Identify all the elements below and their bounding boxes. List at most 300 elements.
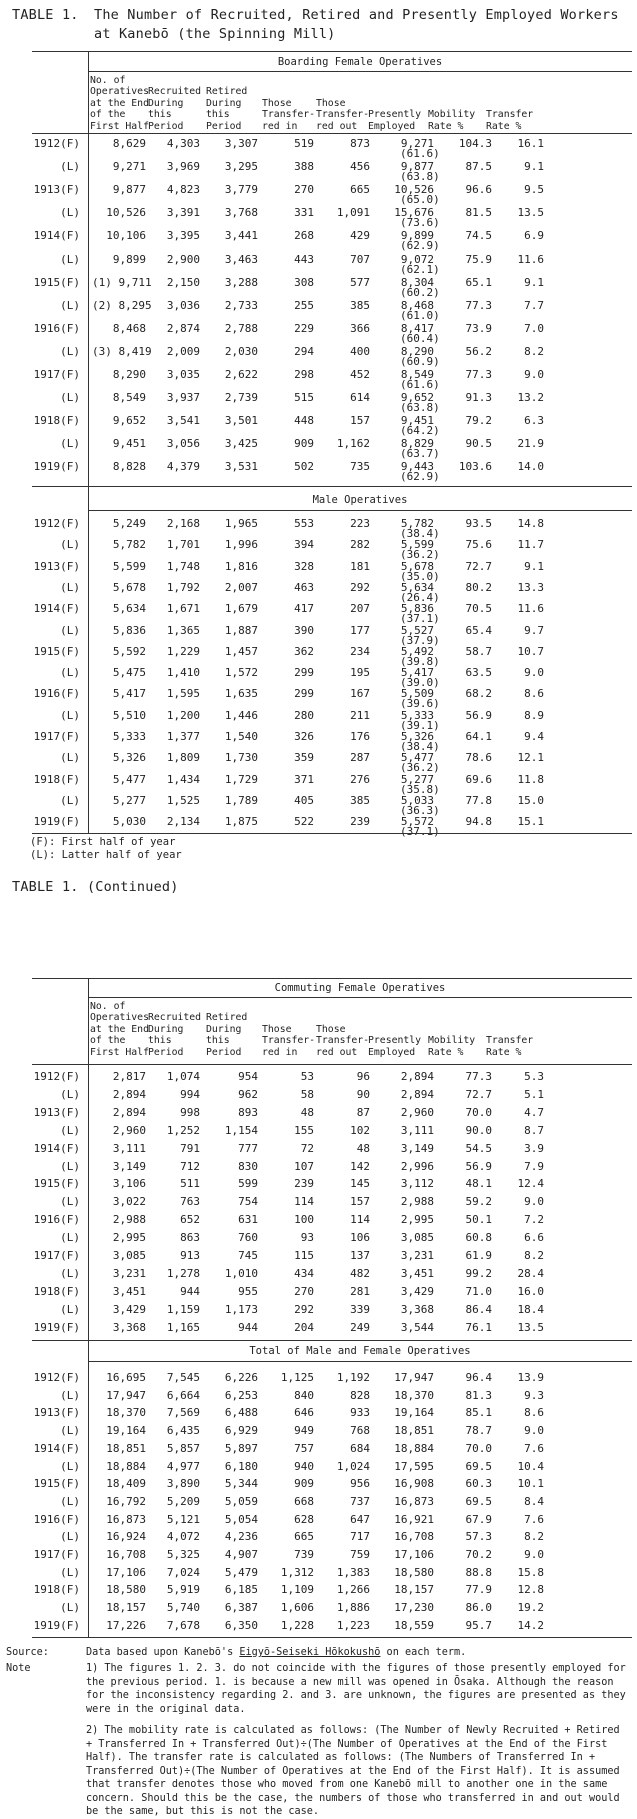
table-cell: 48 xyxy=(300,1105,314,1119)
table-cell: 6,387 xyxy=(224,1601,258,1615)
table-cell: 3,022 xyxy=(112,1195,146,1209)
table-cell: 114 xyxy=(350,1213,370,1227)
table-cell: 6,253 xyxy=(224,1388,258,1402)
row-period: 1913(F) xyxy=(33,183,80,197)
table-cell: 1,252 xyxy=(166,1123,200,1137)
table-cell: 299 xyxy=(294,666,314,680)
table-cell: 11.8 xyxy=(517,772,544,786)
table-cell: 255 xyxy=(294,298,314,312)
table-cell: 7,024 xyxy=(166,1565,200,1579)
table-row xyxy=(0,1249,637,1263)
table-cell: 93 xyxy=(300,1231,314,1245)
row-period: (L) xyxy=(60,1565,80,1579)
table-cell: 2,817 xyxy=(112,1070,146,1083)
table-cell: 234 xyxy=(350,644,370,658)
employed-share: (62.9) xyxy=(400,239,440,253)
legend-first-half: (F): First half of year xyxy=(30,836,176,848)
table-cell: 502 xyxy=(294,460,314,474)
table-cell: 8,828 xyxy=(112,460,146,474)
table-cell: 16,873 xyxy=(394,1494,434,1508)
row-period: 1919(F) xyxy=(33,460,80,474)
table-cell: 6.9 xyxy=(524,229,544,243)
row-period: (L) xyxy=(60,1388,80,1402)
table-cell: 1,010 xyxy=(224,1266,258,1280)
table-row xyxy=(0,730,637,744)
table-cell: 78.7 xyxy=(465,1424,492,1438)
table-cell: 103.6 xyxy=(458,460,492,474)
table-row xyxy=(0,794,637,808)
table-cell: 3,463 xyxy=(224,252,258,266)
table-cell: 207 xyxy=(350,602,370,616)
employed-share: (36.2) xyxy=(400,761,440,775)
table-cell: 18,409 xyxy=(106,1477,146,1491)
table-cell: 5,277 xyxy=(400,772,434,786)
table-row xyxy=(0,1442,637,1456)
table-cell: 15,676 xyxy=(394,206,434,220)
table-cell: 1,365 xyxy=(166,623,200,637)
male-heading-rule xyxy=(88,510,632,511)
employed-share: (60.9) xyxy=(400,354,440,368)
table-cell: 13.9 xyxy=(517,1371,544,1384)
column-header: Those Transfer- red in xyxy=(262,1023,316,1058)
table-cell: 15.0 xyxy=(517,793,544,807)
table-cell: 9,451 xyxy=(112,437,146,451)
table-cell: 72 xyxy=(300,1141,314,1155)
table-cell: 9.0 xyxy=(524,1424,544,1438)
table-cell: 1,540 xyxy=(224,730,258,743)
table-row xyxy=(0,1213,637,1227)
table-cell: 3,451 xyxy=(112,1284,146,1298)
commuting-heading: Commuting Female Operatives xyxy=(274,982,446,994)
table-cell: 994 xyxy=(180,1087,200,1101)
row-period: (L) xyxy=(60,666,80,680)
table-cell: 3,451 xyxy=(400,1266,434,1280)
table-cell: 239 xyxy=(294,1177,314,1191)
row-period: 1914(F) xyxy=(33,229,80,243)
table-row xyxy=(0,1601,637,1615)
table-cell: 4,072 xyxy=(166,1530,200,1544)
table-cell: 9.1 xyxy=(524,160,544,174)
table-cell: 195 xyxy=(350,666,370,680)
table-cell: 73.9 xyxy=(465,321,492,335)
table-row xyxy=(0,645,637,659)
table-row xyxy=(0,1142,637,1156)
table-row xyxy=(0,1530,637,1544)
table-cell: 77.8 xyxy=(465,793,492,807)
employed-share: (37.1) xyxy=(400,612,440,626)
table-cell: 10,106 xyxy=(106,229,146,243)
table-cell: 754 xyxy=(238,1195,258,1209)
table-cell: 5,782 xyxy=(400,517,434,530)
table-cell: 5,417 xyxy=(400,666,434,680)
table-cell: 281 xyxy=(350,1284,370,1298)
table-cell: 7,678 xyxy=(166,1618,200,1632)
row-period: (L) xyxy=(60,1087,80,1101)
column-header: Recruited During this Period xyxy=(148,86,202,132)
table-cell: 88.8 xyxy=(465,1565,492,1579)
table-cell: 1,595 xyxy=(166,687,200,701)
table1-title-line1: The Number of Recruited, Retired and Presently Employed Workers xyxy=(94,7,619,23)
employed-share: (64.2) xyxy=(400,424,440,438)
table-cell: 443 xyxy=(294,252,314,266)
table-cell: 5,836 xyxy=(400,602,434,616)
table-cell: 2,960 xyxy=(400,1105,434,1119)
table-cell: 58 xyxy=(300,1087,314,1101)
table-cell: 3,307 xyxy=(224,137,258,150)
table-cell: 647 xyxy=(350,1512,370,1526)
table-cell: 3,231 xyxy=(112,1266,146,1280)
employed-share: (35.8) xyxy=(400,782,440,796)
row-period: (L) xyxy=(60,793,80,807)
table-cell: 56.9 xyxy=(465,1159,492,1173)
table-row xyxy=(0,1389,637,1403)
table-cell: 9.4 xyxy=(524,730,544,743)
table-cell: 282 xyxy=(350,538,370,552)
table-cell: 57.3 xyxy=(465,1530,492,1544)
table-cell: 14.0 xyxy=(517,460,544,474)
row-period: 1912(F) xyxy=(33,1070,80,1083)
table-cell: 77.3 xyxy=(465,368,492,381)
total-heading-rule xyxy=(88,1361,632,1362)
table-cell: 10,526 xyxy=(394,183,434,197)
table-cell: 8.7 xyxy=(524,1123,544,1137)
table-cell: 93.5 xyxy=(465,517,492,530)
row-period: (L) xyxy=(60,580,80,594)
table-cell: 63.5 xyxy=(465,666,492,680)
table-cell: 6,185 xyxy=(224,1583,258,1597)
table-cell: 18,157 xyxy=(394,1583,434,1597)
employed-share: (63.8) xyxy=(400,401,440,415)
table1-bottom-rule xyxy=(32,833,632,834)
table-row xyxy=(0,709,637,723)
table-cell: 6,929 xyxy=(224,1424,258,1438)
table-cell: 16,921 xyxy=(394,1512,434,1526)
table-cell: 298 xyxy=(294,368,314,381)
table1-title-line2: at Kanebō (the Spinning Mill) xyxy=(94,26,336,42)
table-cell: 4.7 xyxy=(524,1105,544,1119)
table-cell: 5,836 xyxy=(112,623,146,637)
table-cell: 3,368 xyxy=(112,1320,146,1334)
table-cell: 739 xyxy=(294,1548,314,1561)
table-cell: 18,370 xyxy=(394,1388,434,1402)
row-period: (L) xyxy=(60,1459,80,1473)
table-cell: 9.7 xyxy=(524,623,544,637)
table-cell: 652 xyxy=(180,1213,200,1227)
table-cell: 61.9 xyxy=(465,1249,492,1262)
table-cell: 77.3 xyxy=(465,298,492,312)
row-period: 1919(F) xyxy=(33,1618,80,1632)
table-cell: 909 xyxy=(294,437,314,451)
cont-top-rule xyxy=(32,978,632,979)
table-cell: 28.4 xyxy=(517,1266,544,1280)
table-cell: 646 xyxy=(294,1406,314,1420)
table-cell: 863 xyxy=(180,1231,200,1245)
table-cell: 177 xyxy=(350,623,370,637)
table-row xyxy=(0,1495,637,1509)
column-header: No. of Operatives at the End of the First Half xyxy=(90,74,149,132)
table-cell: 956 xyxy=(350,1477,370,1491)
table-cell: 5,417 xyxy=(112,687,146,701)
table-row xyxy=(0,1231,637,1245)
table-cell: 6.6 xyxy=(524,1231,544,1245)
table-cell: 8,549 xyxy=(400,368,434,381)
source-label: Source: xyxy=(6,1647,49,1658)
table-cell: 1,446 xyxy=(224,708,258,722)
row-period: 1917(F) xyxy=(33,368,80,381)
table-cell: 74.5 xyxy=(465,229,492,243)
column-header: Retired During this Period xyxy=(206,86,248,132)
table-cell: 10,526 xyxy=(106,206,146,220)
table-row xyxy=(0,1177,637,1191)
row-period: 1914(F) xyxy=(33,602,80,616)
table-cell: 2,894 xyxy=(112,1105,146,1119)
table-cell: 181 xyxy=(350,559,370,573)
table-cell: 1,748 xyxy=(166,559,200,573)
table-cell: 14.2 xyxy=(517,1618,544,1632)
table-cell: 17,230 xyxy=(394,1601,434,1615)
employed-share: (36.3) xyxy=(400,803,440,817)
table-cell: 115 xyxy=(294,1249,314,1262)
row-period: (L) xyxy=(60,437,80,451)
row-period: 1919(F) xyxy=(33,1320,80,1334)
table-cell: 75.9 xyxy=(465,252,492,266)
table-cell: 913 xyxy=(180,1249,200,1262)
table-cell: 1,383 xyxy=(336,1565,370,1579)
table-row xyxy=(0,137,637,151)
table-cell: 7.0 xyxy=(524,321,544,335)
table-cell: 17,947 xyxy=(106,1388,146,1402)
table-cell: 3,295 xyxy=(224,160,258,174)
table-cell: 1,165 xyxy=(166,1320,200,1334)
row-period: 1916(F) xyxy=(33,1213,80,1227)
table-row xyxy=(0,815,637,829)
table-cell: 4,907 xyxy=(224,1548,258,1561)
row-period: (L) xyxy=(60,1302,80,1316)
table-cell: 90.5 xyxy=(465,437,492,451)
table-cell: 70.5 xyxy=(465,602,492,616)
table-cell: 294 xyxy=(294,344,314,358)
table-cell: (3) 8,419 xyxy=(92,344,152,358)
table-cell: 11.6 xyxy=(517,252,544,266)
table-cell: 9.0 xyxy=(524,666,544,680)
table-cell: 5,209 xyxy=(166,1494,200,1508)
table-cell: 8,417 xyxy=(400,321,434,335)
row-period: 1915(F) xyxy=(33,275,80,289)
table-cell: 239 xyxy=(350,815,370,829)
table-cell: 954 xyxy=(238,1070,258,1083)
table-cell: 8,304 xyxy=(400,275,434,289)
table-cell: 8.9 xyxy=(524,708,544,722)
table-cell: 87.5 xyxy=(465,160,492,174)
row-period: (L) xyxy=(60,1159,80,1173)
table-cell: 72.7 xyxy=(465,1087,492,1101)
table-cell: 65.1 xyxy=(465,275,492,289)
note-block xyxy=(6,1662,630,1819)
table-cell: 5,782 xyxy=(112,538,146,552)
table-cell: 326 xyxy=(294,730,314,743)
row-period: (L) xyxy=(60,391,80,405)
column-header: Mobility Rate % xyxy=(428,109,476,132)
table-cell: 249 xyxy=(350,1320,370,1334)
table-cell: 9,877 xyxy=(400,160,434,174)
table-cell: 2,996 xyxy=(400,1159,434,1173)
employed-share: (62.1) xyxy=(400,262,440,276)
table-cell: 54.5 xyxy=(465,1141,492,1155)
table-cell: 1,816 xyxy=(224,559,258,573)
table-cell: 1,109 xyxy=(280,1583,314,1597)
table-cell: 6,226 xyxy=(224,1371,258,1384)
table-cell: 1,730 xyxy=(224,751,258,765)
table-row xyxy=(0,1424,637,1438)
table-row xyxy=(0,1583,637,1597)
table-cell: 893 xyxy=(238,1105,258,1119)
table-cell: 5,510 xyxy=(112,708,146,722)
table-cell: 757 xyxy=(294,1441,314,1455)
table-cell: 2,995 xyxy=(112,1231,146,1245)
table-cell: 1,792 xyxy=(166,580,200,594)
table-cell: 104.3 xyxy=(458,137,492,150)
table-cell: 99.2 xyxy=(465,1266,492,1280)
table-cell: 6,435 xyxy=(166,1424,200,1438)
table-row xyxy=(0,751,637,765)
row-period: 1913(F) xyxy=(33,1105,80,1119)
table-cell: 59.2 xyxy=(465,1195,492,1209)
row-period: 1916(F) xyxy=(33,321,80,335)
table-cell: 1,192 xyxy=(336,1371,370,1384)
table-cell: 276 xyxy=(350,772,370,786)
table-cell: 308 xyxy=(294,275,314,289)
table-cell: 85.1 xyxy=(465,1406,492,1420)
table-cell: 3,768 xyxy=(224,206,258,220)
table-cell: 5,477 xyxy=(400,751,434,765)
table-cell: 75.6 xyxy=(465,538,492,552)
row-period: 1918(F) xyxy=(33,772,80,786)
table-cell: 8.4 xyxy=(524,1494,544,1508)
table-cell: 8,829 xyxy=(400,437,434,451)
table-cell: 70.0 xyxy=(465,1105,492,1119)
table-cell: 78.6 xyxy=(465,751,492,765)
row-period: 1914(F) xyxy=(33,1441,80,1455)
employed-share: (61.0) xyxy=(400,308,440,322)
table-cell: 5,033 xyxy=(400,793,434,807)
table-cell: 86.0 xyxy=(465,1601,492,1615)
table-cell: 328 xyxy=(294,559,314,573)
table-cell: 11.6 xyxy=(517,602,544,616)
male-top-rule xyxy=(32,486,632,487)
table-cell: 3,544 xyxy=(400,1320,434,1334)
table-cell: 940 xyxy=(294,1459,314,1473)
column-header: Transfer Rate % xyxy=(486,109,534,132)
row-period: 1918(F) xyxy=(33,414,80,428)
table-cell: 16.1 xyxy=(517,137,544,150)
table-cell: 8.2 xyxy=(524,1530,544,1544)
table-cell: 53 xyxy=(300,1070,314,1083)
table-cell: 1,701 xyxy=(166,538,200,552)
table-cell: 944 xyxy=(238,1320,258,1334)
table-cell: 5,509 xyxy=(400,687,434,701)
table-cell: 16,792 xyxy=(106,1494,146,1508)
table-cell: 9.1 xyxy=(524,559,544,573)
table-cell: 15.1 xyxy=(517,815,544,829)
table-cell: 4,236 xyxy=(224,1530,258,1544)
employed-share: (35.0) xyxy=(400,569,440,583)
table-cell: 768 xyxy=(350,1424,370,1438)
table-row xyxy=(0,229,637,243)
table-cell: 5,475 xyxy=(112,666,146,680)
table1-continued-title: TABLE 1. (Continued) xyxy=(12,879,179,895)
table-cell: 1,606 xyxy=(280,1601,314,1615)
table-cell: 18,851 xyxy=(106,1441,146,1455)
row-period: 1915(F) xyxy=(33,644,80,658)
table-row xyxy=(0,602,637,616)
cont-header-rule xyxy=(32,1064,632,1065)
row-period: (L) xyxy=(60,538,80,552)
row-period: (L) xyxy=(60,1123,80,1137)
table-cell: 81.5 xyxy=(465,206,492,220)
row-period: (L) xyxy=(60,1530,80,1544)
table-cell: 5,030 xyxy=(112,815,146,829)
table-cell: 5,333 xyxy=(112,730,146,743)
table-cell: 167 xyxy=(350,687,370,701)
table-cell: 3,036 xyxy=(166,298,200,312)
table-cell: 448 xyxy=(294,414,314,428)
table-cell: 8.6 xyxy=(524,687,544,701)
table1-legend xyxy=(30,836,182,862)
table-row xyxy=(0,414,637,428)
table-cell: 56.9 xyxy=(465,708,492,722)
employed-share: (39.8) xyxy=(400,654,440,668)
table-cell: 76.1 xyxy=(465,1320,492,1334)
table-cell: 5,678 xyxy=(400,559,434,573)
table-row xyxy=(0,322,637,336)
table-cell: 3,441 xyxy=(224,229,258,243)
column-header: Transfer Rate % xyxy=(486,1035,534,1058)
table-row xyxy=(0,276,637,290)
table-cell: 18,370 xyxy=(106,1406,146,1420)
table-cell: 1,965 xyxy=(224,517,258,530)
table-cell: 77.3 xyxy=(465,1070,492,1083)
table-cell: 1,223 xyxy=(336,1618,370,1632)
table-cell: 2,788 xyxy=(224,321,258,335)
table-cell: 58.7 xyxy=(465,644,492,658)
table-cell: 7,569 xyxy=(166,1406,200,1420)
table-cell: 998 xyxy=(180,1105,200,1119)
row-period: (L) xyxy=(60,1231,80,1245)
table-cell: 155 xyxy=(294,1123,314,1137)
table-cell: 19,164 xyxy=(394,1406,434,1420)
table-cell: 631 xyxy=(238,1213,258,1227)
table-cell: 18,580 xyxy=(106,1583,146,1597)
table-cell: 157 xyxy=(350,414,370,428)
table-cell: 1,635 xyxy=(224,687,258,701)
table-cell: 9.0 xyxy=(524,368,544,381)
employed-share: (37.9) xyxy=(400,633,440,647)
row-period: (L) xyxy=(60,1601,80,1615)
table-cell: 684 xyxy=(350,1441,370,1455)
table-cell: 79.2 xyxy=(465,414,492,428)
table-cell: 6,350 xyxy=(224,1618,258,1632)
table-cell: 102 xyxy=(350,1123,370,1137)
table-cell: 9,451 xyxy=(400,414,434,428)
table-cell: 18,851 xyxy=(394,1424,434,1438)
column-header: Presently Employed xyxy=(368,1035,422,1058)
table-cell: 1,457 xyxy=(224,644,258,658)
column-header: No. of Operatives at the End of the First Half xyxy=(90,1000,149,1058)
table-cell: 390 xyxy=(294,623,314,637)
boarding-heading-rule xyxy=(88,71,632,72)
column-header: Presently Employed xyxy=(368,109,422,132)
table-cell: 5,634 xyxy=(400,580,434,594)
